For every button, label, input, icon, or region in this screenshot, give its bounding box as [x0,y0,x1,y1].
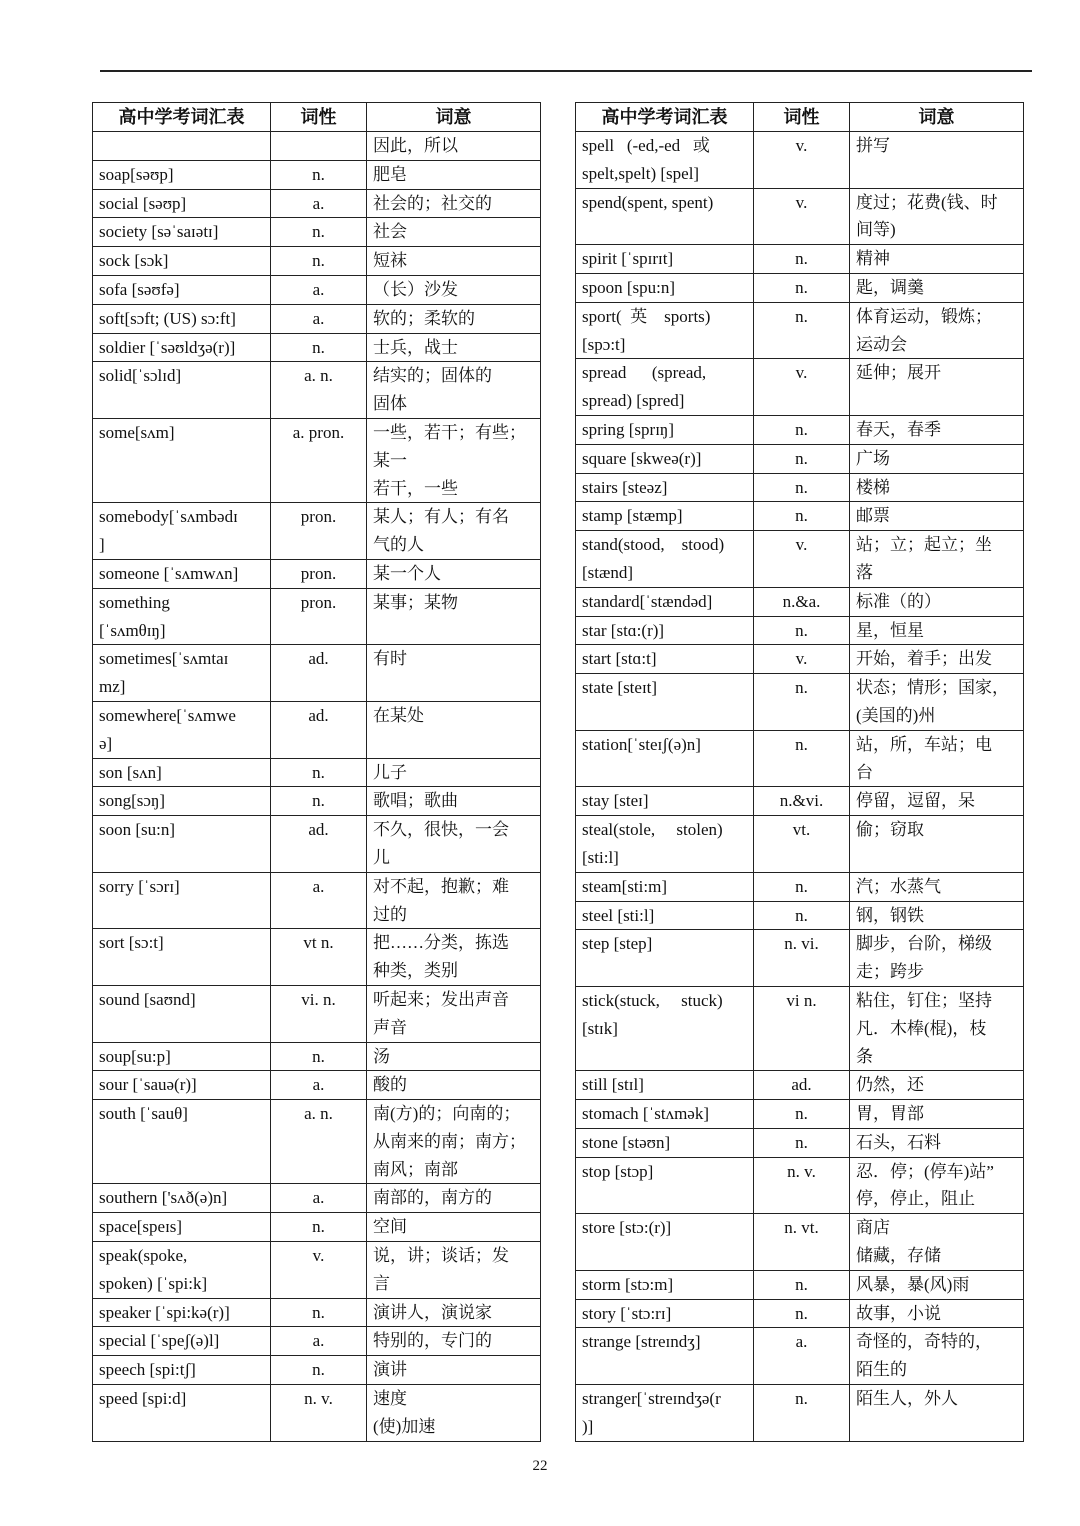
meaning-cell: 对不起，抱歉；难 过的 [367,872,541,929]
word-cell: soap[səʊp] [93,160,271,189]
meaning-cell: 星，恒星 [850,616,1024,645]
meaning-cell: 儿子 [367,758,541,787]
meaning-cell: 汽；水蒸气 [850,872,1024,901]
header-word: 高中学考词汇表 [93,103,271,132]
word-cell: spirit [ˈspɪrɪt] [576,245,754,274]
meaning-cell: 社会的；社交的 [367,189,541,218]
pos-cell: a. n. [271,362,367,419]
meaning-cell: 肥皂 [367,160,541,189]
pos-cell: n. [754,616,850,645]
meaning-cell: 偷；窃取 [850,816,1024,873]
word-cell: spread (spread, spread) [spred] [576,359,754,416]
meaning-cell: 软的；柔软的 [367,304,541,333]
table-row [576,1328,1024,1385]
pos-cell: v. [754,359,850,416]
meaning-cell: （长）沙发 [367,275,541,304]
table-row [93,503,541,560]
pos-cell: n. [754,245,850,274]
meaning-cell: 一些，若干；有些； 某一 若干，一些 [367,418,541,502]
table-row [576,645,1024,674]
header-meaning: 词意 [367,103,541,132]
word-cell: stomach [ˈstʌmək] [576,1100,754,1129]
table-row [93,160,541,189]
table-row [576,359,1024,416]
table-row [576,415,1024,444]
word-cell: something [ˈsʌmθɪŋ] [93,588,271,645]
pos-cell: n. [271,218,367,247]
word-cell: stand(stood, stood) [stænd] [576,531,754,588]
table-row [93,1327,541,1356]
pos-cell: n. vi. [754,930,850,987]
pos-cell: ad. [271,645,367,702]
word-cell: society [səˈsaɪətɪ] [93,218,271,247]
table-row [576,1100,1024,1129]
word-cell: somebody[ˈsʌmbədɪ ] [93,503,271,560]
word-cell: store [stɔ:(r)] [576,1214,754,1271]
pos-cell: n.&a. [754,587,850,616]
pos-cell: vi. n. [271,985,367,1042]
header-pos: 词性 [754,103,850,132]
word-cell: spring [sprɪŋ] [576,415,754,444]
table-row [576,730,1024,787]
word-cell: sometimes[ˈsʌmtaɪ mz] [93,645,271,702]
header-rule [100,70,1032,72]
word-cell: square [skweə(r)] [576,444,754,473]
table-row [93,1242,541,1299]
meaning-cell: 故事，小说 [850,1299,1024,1328]
pos-cell: v. [754,188,850,245]
word-cell: storm [stɔ:m] [576,1270,754,1299]
table-row [576,901,1024,930]
table-row [93,701,541,758]
pos-cell: n. [271,758,367,787]
table-row [93,304,541,333]
pos-cell: n. [754,502,850,531]
meaning-cell: 社会 [367,218,541,247]
meaning-cell: 商店 储藏，存储 [850,1214,1024,1271]
meaning-cell: 状态；情形；国家， (美国的)州 [850,674,1024,731]
pos-cell: n. [271,1213,367,1242]
table-row [576,674,1024,731]
meaning-cell: 南部的，南方的 [367,1184,541,1213]
word-cell: start [stɑ:t] [576,645,754,674]
word-cell: stick(stuck, stuck) [stɪk] [576,986,754,1070]
meaning-cell: 度过；花费(钱、时 间等) [850,188,1024,245]
pos-cell: n. [271,787,367,816]
pos-cell: n.&vi. [754,787,850,816]
table-row [576,986,1024,1070]
word-cell: step [step] [576,930,754,987]
word-cell: strange [streɪndʒ] [576,1328,754,1385]
table-row [93,247,541,276]
table-row [93,1356,541,1385]
meaning-cell: 脚步，台阶，梯级 走；跨步 [850,930,1024,987]
word-cell: stay [steɪ] [576,787,754,816]
table-row [576,1214,1024,1271]
table-row [576,473,1024,502]
pos-cell: vt. [754,816,850,873]
pos-cell: n. [754,730,850,787]
table-row [93,418,541,502]
meaning-cell: 陌生人，外人 [850,1385,1024,1442]
table-row [93,1298,541,1327]
pos-cell: n. [754,302,850,359]
meaning-cell: 标准（的） [850,587,1024,616]
table-row [576,616,1024,645]
word-cell: sorry [ˈsɔrɪ] [93,872,271,929]
pos-cell: n. [754,1100,850,1129]
word-cell: song[sɔŋ] [93,787,271,816]
meaning-cell: 体育运动，锻炼； 运动会 [850,302,1024,359]
table-row [576,1299,1024,1328]
meaning-cell: 某一个人 [367,559,541,588]
meaning-cell: 粘住，钉住；坚持 凡．木棒(棍)，枝 条 [850,986,1024,1070]
table-row [576,587,1024,616]
table-row [93,1385,541,1442]
table-row [576,1128,1024,1157]
table-row [576,1270,1024,1299]
header-pos: 词性 [271,103,367,132]
word-cell: stranger[ˈstreɪndʒə(r )] [576,1385,754,1442]
header-meaning: 词意 [850,103,1024,132]
table-row [93,132,541,161]
word-cell: sort [sɔ:t] [93,929,271,986]
meaning-cell: 短袜 [367,247,541,276]
meaning-cell: 特别的，专门的 [367,1327,541,1356]
table-row [93,559,541,588]
pos-cell: a. [271,189,367,218]
pos-cell: n. [754,872,850,901]
word-cell: stone [stəʊn] [576,1128,754,1157]
vocab-table-left [92,102,541,1442]
pos-cell: a. [271,304,367,333]
pos-cell: v. [754,531,850,588]
meaning-cell: 站；立；起立；坐 落 [850,531,1024,588]
table-header-row [576,103,1024,132]
table-row [93,362,541,419]
word-cell: speed [spi:d] [93,1385,271,1442]
meaning-cell: 石头，石料 [850,1128,1024,1157]
word-cell: station[ˈsteɪʃ(ə)n] [576,730,754,787]
word-cell: standard[ˈstændəd] [576,587,754,616]
table-row [576,1385,1024,1442]
meaning-cell: 延伸；展开 [850,359,1024,416]
vocab-table-right-body [576,132,1024,1442]
table-row [93,218,541,247]
pos-cell: n. v. [271,1385,367,1442]
pos-cell: n. [271,160,367,189]
meaning-cell: 春天，春季 [850,415,1024,444]
meaning-cell: 楼梯 [850,473,1024,502]
pos-cell: n. [754,473,850,502]
pos-cell: n. [754,901,850,930]
meaning-cell: 演讲人，演说家 [367,1298,541,1327]
word-cell: special [ˈspeʃ(ə)l] [93,1327,271,1356]
table-row [576,132,1024,189]
pos-cell: vi n. [754,986,850,1070]
pos-cell: n. [271,1042,367,1071]
meaning-cell: 钢，钢铁 [850,901,1024,930]
table-row [93,816,541,873]
pos-cell: n. [754,1299,850,1328]
word-cell: sofa [səʊfə] [93,275,271,304]
pos-cell: n. vt. [754,1214,850,1271]
word-cell: sock [sɔk] [93,247,271,276]
meaning-cell: 精神 [850,245,1024,274]
word-cell: space[speɪs] [93,1213,271,1242]
table-row [576,444,1024,473]
header-word: 高中学考词汇表 [576,103,754,132]
word-cell: still [stɪl] [576,1071,754,1100]
pos-cell: a. [271,1184,367,1213]
pos-cell: a. n. [271,1100,367,1184]
pos-cell: n. [754,273,850,302]
table-row [93,872,541,929]
word-cell: stop [stɔp] [576,1157,754,1214]
pos-cell [271,132,367,161]
meaning-cell: 汤 [367,1042,541,1071]
word-cell: steam[sti:m] [576,872,754,901]
meaning-cell: 不久，很快，一会 儿 [367,816,541,873]
pos-cell: n. [754,444,850,473]
word-cell: star [stɑ:(r)] [576,616,754,645]
word-cell: some[sʌm] [93,418,271,502]
meaning-cell: 广场 [850,444,1024,473]
pos-cell: v. [754,132,850,189]
word-cell: stamp [stæmp] [576,502,754,531]
pos-cell: n. [754,415,850,444]
pos-cell: n. [271,1298,367,1327]
pos-cell: a. [271,1327,367,1356]
word-cell: steel [sti:l] [576,901,754,930]
table-row [93,985,541,1042]
table-row [576,930,1024,987]
pos-cell: n. [271,333,367,362]
table-row [576,1071,1024,1100]
meaning-cell: 站，所，车站；电 台 [850,730,1024,787]
word-cell: solid[ˈsɔlɪd] [93,362,271,419]
word-cell: sport( 英 sports) [spɔ:t] [576,302,754,359]
pos-cell: ad. [754,1071,850,1100]
word-cell: spell (-ed,-ed 或 spelt,spelt) [spel] [576,132,754,189]
meaning-cell: 因此，所以 [367,132,541,161]
meaning-cell: 速度 (使)加速 [367,1385,541,1442]
pos-cell: vt n. [271,929,367,986]
meaning-cell: 胃，胃部 [850,1100,1024,1129]
table-header-row [93,103,541,132]
meaning-cell: 结实的；固体的 固体 [367,362,541,419]
word-cell: soft[sɔft; (US) sɔ:ft] [93,304,271,333]
word-cell: speech [spi:tʃ] [93,1356,271,1385]
word-cell: soup[su:p] [93,1042,271,1071]
pos-cell: a. [271,872,367,929]
table-row [576,245,1024,274]
table-row [93,333,541,362]
word-cell: story [ˈstɔ:rɪ] [576,1299,754,1328]
meaning-cell: 某人；有人；有名 气的人 [367,503,541,560]
meaning-cell: 仍然，还 [850,1071,1024,1100]
word-cell: speaker [ˈspi:kə(r)] [93,1298,271,1327]
table-row [93,1071,541,1100]
meaning-cell: 拼写 [850,132,1024,189]
meaning-cell: 某事；某物 [367,588,541,645]
pos-cell: ad. [271,701,367,758]
word-cell: southern ['sʌð(ə)n] [93,1184,271,1213]
table-row [576,302,1024,359]
table-row [576,1157,1024,1214]
word-cell: sour [ˈsauə(r)] [93,1071,271,1100]
table-row [576,188,1024,245]
pos-cell: v. [754,645,850,674]
pos-cell: n. v. [754,1157,850,1214]
pos-cell: v. [271,1242,367,1299]
word-cell: south [ˈsauθ] [93,1100,271,1184]
table-row [93,929,541,986]
word-cell: soon [su:n] [93,816,271,873]
word-cell: stairs [steəz] [576,473,754,502]
meaning-cell: 邮票 [850,502,1024,531]
table-row [93,1184,541,1213]
meaning-cell: 演讲 [367,1356,541,1385]
table-row [576,502,1024,531]
pos-cell: a. [754,1328,850,1385]
table-row [93,189,541,218]
pos-cell: pron. [271,503,367,560]
table-row [93,1100,541,1184]
pos-cell: n. [754,1270,850,1299]
word-cell: son [sʌn] [93,758,271,787]
meaning-cell: 在某处 [367,701,541,758]
word-cell: steal(stole, stolen) [sti:l] [576,816,754,873]
meaning-cell: 士兵，战士 [367,333,541,362]
table-row [576,816,1024,873]
meaning-cell: 开始，着手；出发 [850,645,1024,674]
meaning-cell: 把……分类，拣选 种类，类别 [367,929,541,986]
page-number: 22 [532,1458,548,1474]
word-cell: sound [saʊnd] [93,985,271,1042]
table-row [576,531,1024,588]
word-cell: spoon [spu:n] [576,273,754,302]
word-cell: spend(spent, spent) [576,188,754,245]
meaning-cell: 有时 [367,645,541,702]
word-cell: someone [ˈsʌmwʌn] [93,559,271,588]
word-cell: soldier [ˈsəʊldʒə(r)] [93,333,271,362]
meaning-cell: 说，讲；谈话；发 言 [367,1242,541,1299]
meaning-cell: 停留，逗留，呆 [850,787,1024,816]
table-row [576,273,1024,302]
meaning-cell: 奇怪的，奇特的， 陌生的 [850,1328,1024,1385]
word-cell: somewhere[ˈsʌmwe ə] [93,701,271,758]
table-row [93,787,541,816]
meaning-cell: 忍．停；(停车)站” 停，停止，阻止 [850,1157,1024,1214]
table-row [93,275,541,304]
pos-cell: a. [271,275,367,304]
pos-cell: n. [271,1356,367,1385]
table-row [93,645,541,702]
pos-cell: n. [754,1385,850,1442]
word-cell: speak(spoke, spoken) [ˈspi:k] [93,1242,271,1299]
pos-cell: pron. [271,559,367,588]
vocab-table-left-body [93,132,541,1442]
meaning-cell: 南(方)的；向南的； 从南来的南；南方； 南风；南部 [367,1100,541,1184]
table-row [93,1213,541,1242]
table-row [93,588,541,645]
meaning-cell: 风暴，暴(风)雨 [850,1270,1024,1299]
table-row [93,1042,541,1071]
pos-cell: pron. [271,588,367,645]
meaning-cell: 听起来；发出声音 声音 [367,985,541,1042]
pos-cell: a. [271,1071,367,1100]
meaning-cell: 歌唱；歌曲 [367,787,541,816]
word-cell [93,132,271,161]
table-row [93,758,541,787]
table-row [576,787,1024,816]
meaning-cell: 空间 [367,1213,541,1242]
meaning-cell: 匙，调羹 [850,273,1024,302]
word-cell: social [səʊp] [93,189,271,218]
pos-cell: ad. [271,816,367,873]
pos-cell: n. [754,674,850,731]
pos-cell: n. [754,1128,850,1157]
vocab-table-right [575,102,1024,1442]
pos-cell: a. pron. [271,418,367,502]
pos-cell: n. [271,247,367,276]
table-row [576,872,1024,901]
meaning-cell: 酸的 [367,1071,541,1100]
word-cell: state [steɪt] [576,674,754,731]
